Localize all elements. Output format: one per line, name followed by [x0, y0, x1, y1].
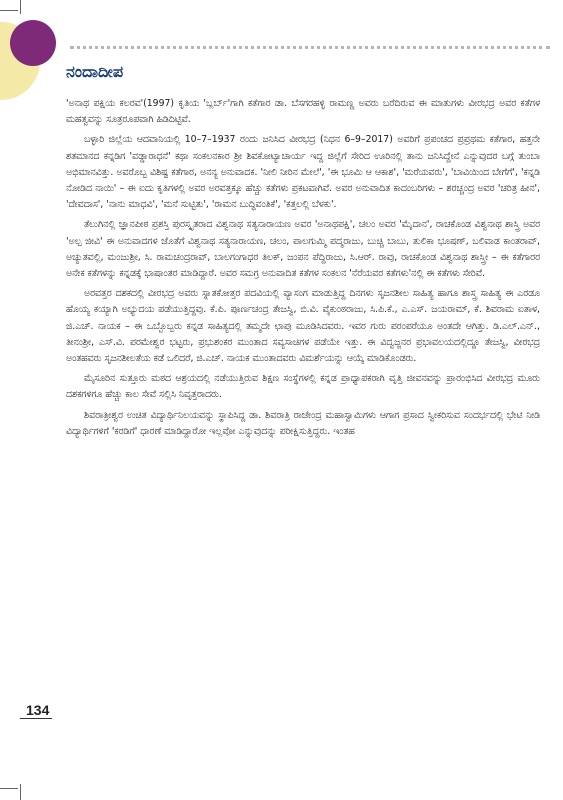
article-body — [66, 96, 540, 444]
paragraph: 'ಅನಾಥ ಪಕ್ಷಿಯ ಕಲರವ'(1997) ಕೃತಿಯ 'ಬ್ಲರ್ಬ್'ಗಾಗಿ ಕತೆಗಾರ ಡಾ. ಬೆಸಗರಹಳ್ಳಿ ರಾಮಣ್ಣ ಅವರು ಬರೆದಿರುವ ಈ ಮಾತುಗಳು ವೀರಭದ್ರ ಅವರ ಕತೆಗಳ ಮಹತ್ವವನ್ನು ಸೂತ್ರರೂಪವಾಗಿ ಹಿಡಿದಿಟ್ಟಿವೆ. — [66, 98, 540, 126]
running-header-title: ನಂದಾದೀಪ — [66, 62, 124, 81]
crop-mark-bottom-horizontal — [0, 788, 18, 789]
crop-mark-bottom-vertical — [20, 784, 21, 800]
page-number-rule — [20, 718, 52, 719]
decorative-purple-circle — [10, 20, 56, 66]
paragraph: ಶಿವರಾತ್ರೀಶ್ವರ ಉಚಿತ ವಿದ್ಯಾರ್ಥಿನಿಲಯವನ್ನು ಸ್ಥಾಪಿಸಿದ್ದ ಡಾ. ಶಿವರಾತ್ರಿ ರಾಜೇಂದ್ರ ಮಹಾಸ್ವಾಮಿಗಳು ಆಗಾಗ ಪ್ರಸಾದ ಸ್ವೀಕರಿಸುವ ಸಂದರ್ಭದಲ್ಲಿ ಭೇಟಿ ನೀಡಿ ವಿದ್ಯಾರ್ಥಿಗಳಿಗೆ 'ಕರಡಿಗೆ' ಧಾರಣೆ ಮಾಡಿದ್ದಾರೋ ಇಲ್ಲವೋ ಎನ್ನುವುದನ್ನು ಪರೀಕ್ಷಿಸುತ್ತಿದ್ದರು. ಇಂತಹ — [66, 409, 540, 437]
paragraph: ಅರವತ್ತರ ದಶಕದಲ್ಲಿ ವೀರಭದ್ರ ಅವರು ಸ್ನಾತಕೋತ್ತರ ಪದವಿಯಲ್ಲಿ ವ್ಯಾಸಂಗ ಮಾಡುತ್ತಿದ್ದ ದಿನಗಳು ಸೃಜನಶೀಲ ಸಾಹಿತ್ಯ ಹಾಗೂ ಶಾಸ್ತ್ರ ಸಾಹಿತ್ಯ ಈ ಎರಡೂ ಹೊಯ್ಯ ಕಯ್ಯಾಗಿ ಅಭ್ಯುದಯ ಪಡೆಯುತ್ತಿದ್ದವು. ಕೆ.ಪಿ. ಪೂರ್ಣಚಂದ್ರ ತೇಜಸ್ವಿ, ಬಿ.ವಿ. ವೈಕುಂಠರಾಜು, ಸಿ.ಪಿ.ಕೆ., ಎ.ಎಸ್. ಜಯರಾಮ್, ಕೆ. ಶಿವರಾಮ ಐತಾಳ, ಜಿ.ಎಚ್. ನಾಯಕ – ಈ ಒಬ್ಬೊಬ್ಬರು ಕನ್ನಡ ಸಾಹಿತ್ಯದಲ್ಲಿ ತಮ್ಮದೇ ಛಾಪು ಮೂಡಿಸಿದವರು. ಇವರ ಗುರು ಪರಂಪರೆಯೂ ಅಂತದೇ ಆಗಿತ್ತು. ಡಿ.ಎಲ್.ಎನ್., ತೀನಂಶ್ರೀ, ಎಸ್.ವಿ. ಪರಮೇಶ್ವರ ಭಟ್ಟರು, ಪ್ರಭುಶಂಕರ ಮುಂತಾದ ಸವ್ಯಸಾಚಿಗಳ ಪಡೆಯೇ ಇತ್ತು. ಈ ವಿದ್ವಜ್ಜನರ ಪ್ರಭಾವಲಯದಲ್ಲಿದ್ದೂ ತೇಜಸ್ವಿ, ವೀರಭದ್ರ ಅಂತಹವರು ಸೃಜನಶೀಲತೆಯ ಕಡೆ ಒಲಿದರೆ, ಜಿ.ಎಚ್. ನಾಯಕ ಮುಂತಾದವರು ವಿಮರ್ಶೆಯನ್ನು ಆಯ್ಕೆ ಮಾಡಿಕೊಂಡರು. — [66, 288, 540, 365]
paragraph: ಬಳ್ಳಾರಿ ಜಿಲ್ಲೆಯ ಆದವಾನಿಯಲ್ಲಿ 10–7–1937 ರಂದು ಜನಿಸಿದ ವೀರಭದ್ರ (ನಿಧನ 6–9–2017) ಅವರಿಗೆ ಪ್ರಪಂಚದ ಪ್ರಪ್ರಥಮ ಕತೆಗಾರ, ಹತ್ತನೇ ಶತಮಾನದ ಕನ್ನಡಿಗ 'ವಡ್ಡಾರಾಧನೆ' ಕಥಾ ಸಂಕಲನಕಾರ ಶ್ರೀ ಶಿವಕೋಟ್ಯಾಚಾರ್ಯ ಇದ್ದ ಜಿಲ್ಲೆಗೆ ಸೇರಿದ ಊರಿನಲ್ಲಿ ತಾನು ಜನಿಸಿದ್ದೇನೆ ಎನ್ನುವುದರ ಬಗ್ಗೆ ತುಂಬಾ ಅಭಿಮಾನವಿತ್ತು. ಅವರೊಬ್ಬ ವಿಶಿಷ್ಟ ಕತೆಗಾರ, ಅನನ್ಯ ಅನುವಾದಕ. 'ನೀಲಿ ನೀರಿನ ಮೇಲೆ', 'ಈ ಭೂಮಿ ಆ ಆಕಾಶ', 'ಮರೆಯವರು', 'ಬಾವಿಯಿಂದ ಬೇಗೆಗೆ', 'ಕನ್ನಡಿ ನೋಡಿದ ನಾಯಿ' – ಈ ಐದು ಕೃತಿಗಳಲ್ಲಿ ಅವರ ಅರವತ್ತಕ್ಕೂ ಹೆಚ್ಚು ಕತೆಗಳು ಪ್ರಕಟವಾಗಿವೆ. ಅವರ ಅನುವಾದಿತ ಕಾದಂಬರಿಗಳು – ಶರಚ್ಚಂದ್ರ ಅವರ 'ಚರಿತ್ರ ಹೀನ', 'ದೇವದಾಸ', 'ನಾನು ಮಾಧವಿ', 'ಮನೆ ಸುಟ್ಟಿತು', 'ರಾಮನ ಬುದ್ಧಿವಂತಿಕೆ', 'ಕತ್ತಲಲ್ಲಿ ಬೆಳಕು'. — [66, 134, 540, 211]
crop-mark-top-vertical — [20, 0, 21, 14]
header-dotted-rule — [70, 46, 550, 49]
paragraph: ತೆಲುಗಿನಲ್ಲಿ ಜ್ಞಾನಪೀಠ ಪ್ರಶಸ್ತಿ ಪುರಸ್ಕೃತರಾದ ವಿಶ್ವನಾಥ ಸತ್ಯನಾರಾಯಣ ಅವರ 'ಅನಾಥಪಕ್ಷಿ', ಚಲಂ ಅವರ 'ಮೈದಾನ', ರಾಚಕೊಂಡ ವಿಶ್ವನಾಥ ಶಾಸ್ತ್ರಿ ಅವರ 'ಅಲ್ಪ ಜೀವಿ' ಈ ಅನುವಾದಗಳ ಜೊತೆಗೆ ವಿಶ್ವನಾಥ ಸತ್ಯನಾರಾಯಣ, ಚಲಂ, ಪಾಲಗುಮ್ಮಿ ಪದ್ಮರಾಜು, ಬುಚ್ಚಿ ಬಾಬು, ತುಲಿಕಾ ಭೂಷಣ್, ಬಲಿವಾಡ ಕಾಂತರಾವ್, ಅಚ್ಯುತವಲ್ಲಿ, ಮಂಜುಶ್ರೀ, ಸಿ. ರಾಮಚಂದ್ರರಾವ್, ಬಾಲಗಂಗಾಧರ ತಿಲಕ್, ಜಂಪನ ಪೆದ್ದಿರಾಜು, ಸಿ.ಆರ್. ರಾವು, ರಾಚಕೊಂಡ ವಿಶ್ವನಾಥ ಶಾಸ್ತ್ರೀ – ಈ ಕತೆಗಾರರ ಅನೇಕ ಕತೆಗಳನ್ನು ಕನ್ನಡಕ್ಕೆ ಭಾಷಾಂತರ ಮಾಡಿದ್ದಾರೆ. ಅವರ ಸಮಗ್ರ ಅನುವಾದಿತ ಕತೆಗಳ ಸಂಕಲನ 'ನೆರೆಯವರ ಕತೆಗಳು'ನಲ್ಲಿ ಈ ಕತೆಗಳು ಸೇರಿವೆ. — [66, 219, 540, 280]
crop-mark-top-horizontal — [0, 10, 18, 11]
page-number: 134 — [26, 702, 50, 718]
paragraph: ಮೈಸೂರಿನ ಸುತ್ತೂರು ಮಠದ ಆಶ್ರಯದಲ್ಲಿ ನಡೆಯುತ್ತಿರುವ ಶಿಕ್ಷಣ ಸಂಸ್ಥೆಗಳಲ್ಲಿ ಕನ್ನಡ ಪ್ರಾಧ್ಯಾಪಕರಾಗಿ ವೃತ್ತಿ ಜೀವನವನ್ನು ಪ್ರಾರಂಭಿಸಿದ ವೀರಭದ್ರ ಮೂರು ದಶಕಗಳಿಗೂ ಹೆಚ್ಚು ಕಾಲ ಸೇವೆ ಸಲ್ಲಿಸಿ ನಿವೃತ್ತರಾದರು. — [66, 373, 540, 401]
